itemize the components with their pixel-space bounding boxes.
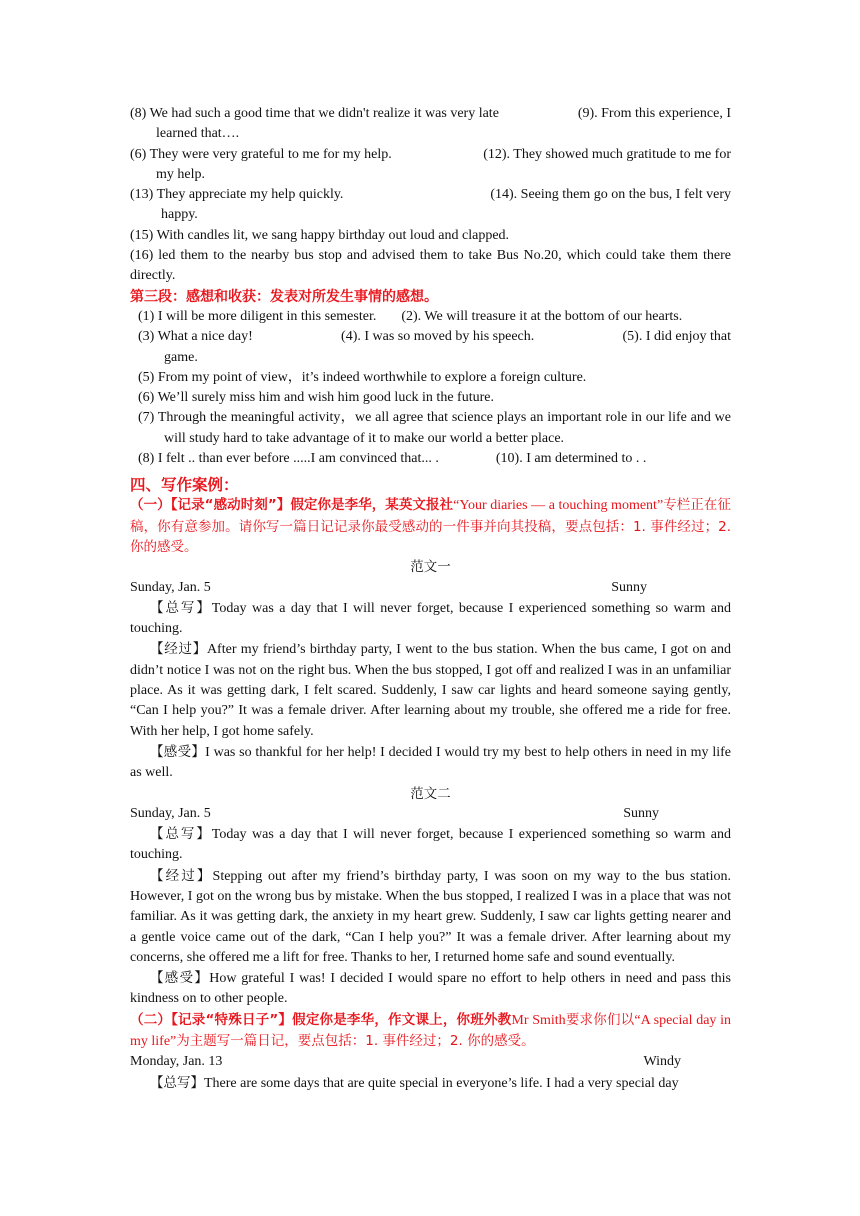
- diary-weather: Windy: [643, 1054, 681, 1070]
- list-item: (4). I was so moved by his speech.: [341, 329, 535, 345]
- diary-header: [130, 578, 731, 598]
- diary-paragraph: 【总写】Today was a day that I will never forget, because I experienced something so warm and touching.: [130, 826, 731, 863]
- list-item-continuation: game.: [164, 349, 198, 365]
- list-item: (2). We will treasure it at the bottom of our hearts.: [401, 308, 683, 324]
- sample-title: 范文一: [410, 559, 451, 576]
- diary-paragraph: 【总写】There are some days that are quite special in everyone’s life. I had a very special day: [150, 1074, 679, 1091]
- diary-paragraph: 【经过】Stepping out after my friend’s birthday party, I was soon on my way to the bus station. However, I got on the wrong bus by mistake. When the bus stopped, I realized I was in a place that was not familiar. As it was getting dark, the anxiety in my heart grew. Suddenly, I saw car lights getting nearer and a gentle voice came out of the dark, “Can I help you?” It was a female driver. After learning about my concerns, she offered me a lift for free. Thanks to her, I returned home safe and sound eventually.: [130, 867, 731, 965]
- list-item-continuation: happy.: [161, 207, 198, 223]
- list-row: [130, 145, 731, 165]
- list-item: (7) Through the meaningful activity，we all agree that science plays an important role in our life and we will study hard to take advantage of it to make our world a better place.: [138, 410, 731, 446]
- list-item: (1) I will be more diligent in this semester.: [138, 308, 377, 324]
- list-row: [130, 104, 731, 124]
- list-item: (10). I am determined to . .: [495, 451, 647, 467]
- list-row: [130, 449, 731, 469]
- list-item: (13) They appreciate my help quickly.: [130, 187, 344, 203]
- list-item: (15) With candles lit, we sang happy birthday out loud and clapped.: [130, 227, 510, 243]
- list-item: (9). From this experience, I: [577, 106, 731, 121]
- list-item: (5) From my point of view，it’s indeed worthwhile to explore a foreign culture.: [138, 369, 587, 385]
- section-heading: 四、写作案例：: [130, 476, 239, 495]
- list-row: [130, 307, 731, 327]
- list-item: (3) What a nice day!: [138, 329, 253, 345]
- list-item: (8) I felt .. than ever before .....I am convinced that... .: [138, 451, 439, 467]
- document-page: [130, 104, 731, 1094]
- diary-paragraph: 【感受】How grateful I was! I decided I would spare no effort to help others in need and pass this kindness on to other people.: [130, 970, 732, 1007]
- section-heading: 第三段：感想和收获：发表对所发生事情的感想。: [130, 288, 438, 305]
- diary-header: [130, 1052, 731, 1072]
- diary-paragraph: 【总写】Today was a day that I will never forget, because I experienced something so warm and touching.: [130, 599, 731, 637]
- list-item: (8) We had such a good time that we didn't realize it was very late: [130, 106, 499, 121]
- list-row: [130, 327, 731, 347]
- diary-paragraph: 【感受】I was so thankful for her help! I decided I would try my best to help others in need in my life as well.: [130, 743, 732, 781]
- list-item: (5). I did enjoy that: [622, 329, 731, 345]
- diary-weather: Sunny: [623, 805, 659, 821]
- list-item-continuation: learned that….: [156, 126, 240, 142]
- list-item-continuation: my help.: [156, 166, 205, 182]
- diary-header: [130, 804, 731, 824]
- diary-weather: Sunny: [611, 579, 647, 595]
- list-row: [130, 185, 731, 205]
- task-prompt: （二）【记录“特殊日子”】假定你是李华，作文课上，你班外教Mr Smith要求你们以“A special day in my life”为主题写一篇日记，要点包括：1. 事件经过；2. 你的感受。: [130, 1011, 732, 1050]
- list-item: (6) They were very grateful to me for my help.: [130, 146, 392, 162]
- list-item: (14). Seeing them go on the bus, I felt very: [490, 187, 731, 203]
- sample-title: 范文二: [410, 785, 451, 802]
- diary-paragraph: 【经过】After my friend’s birthday party, I went to the bus station. When the bus came, I got on and didn’t notice I was not on the right bus. When the bus stopped, I got off and realized I was in an unfamiliar place. As it was getting dark, I felt scared. Suddenly, I saw car lights and heard someone saying gently, “Can I help you?” It was a female driver. After learning about my trouble, she offered me a ride for free. With her help, I got home safely.: [130, 641, 731, 739]
- list-item: (16) led them to the nearby bus stop and advised them to take Bus No.20, which could take them there directly.: [130, 248, 731, 284]
- diary-date: Sunday, Jan. 5: [130, 805, 211, 821]
- list-item: (6) We’ll surely miss him and wish him good luck in the future.: [138, 390, 494, 406]
- diary-date: Sunday, Jan. 5: [130, 579, 211, 595]
- task-prompt: （一）【记录“感动时刻”】假定你是李华，某英文报社“Your diaries — a touching moment”专栏正在征稿，你有意参加。请你写一篇日记记录你最受感动的一件事并向其投稿，要点包括：1. 事件经过；2. 你的感受。: [130, 497, 731, 555]
- diary-date: Monday, Jan. 13: [130, 1054, 223, 1070]
- list-item: (12). They showed much gratitude to me for: [483, 146, 731, 162]
